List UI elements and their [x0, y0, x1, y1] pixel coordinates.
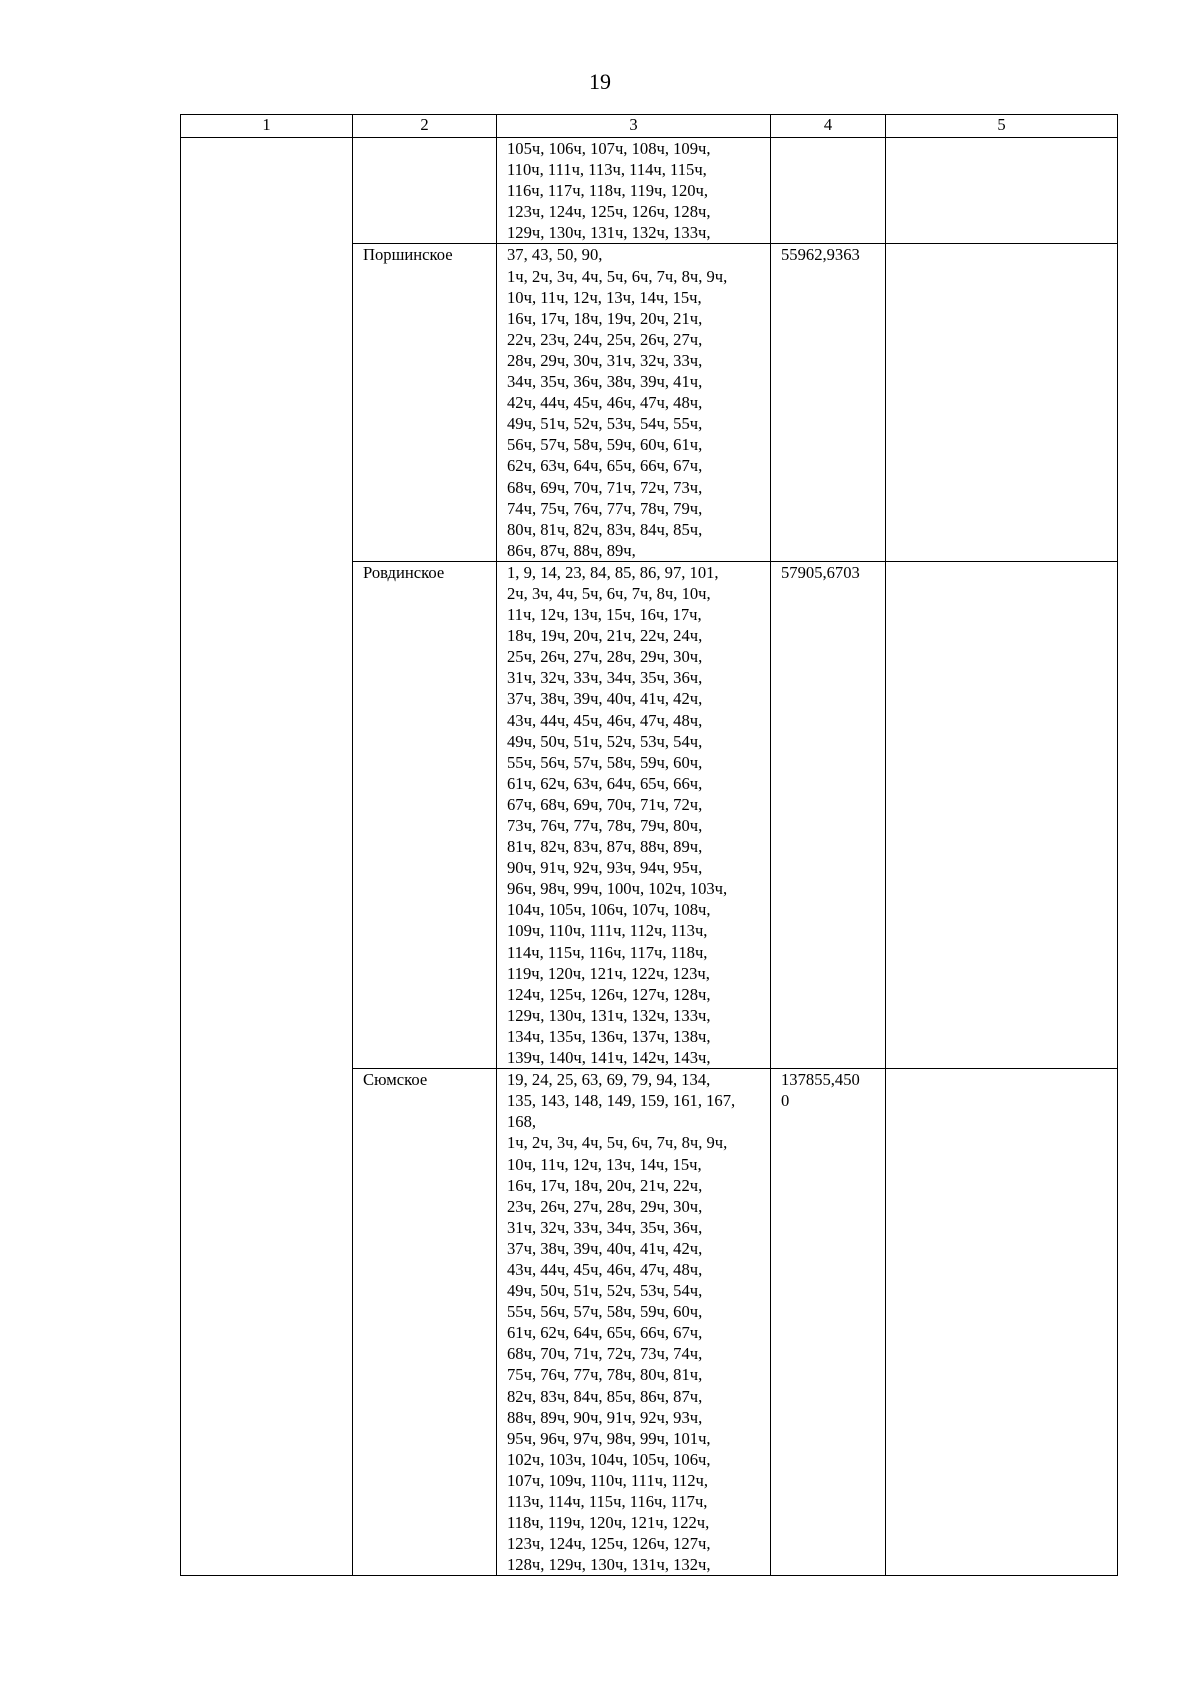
quarters-line: 102ч, 103ч, 104ч, 105ч, 106ч,: [507, 1449, 711, 1469]
quarters-line: 18ч, 19ч, 20ч, 21ч, 22ч, 24ч,: [507, 626, 703, 646]
quarters-line: 82ч, 83ч, 84ч, 85ч, 86ч, 87ч,: [507, 1386, 703, 1406]
quarters-line: 2ч, 3ч, 4ч, 5ч, 6ч, 7ч, 8ч, 10ч,: [507, 583, 711, 603]
quarters-line: 37, 43, 50, 90,: [507, 245, 603, 265]
area-cell: [771, 1069, 886, 1576]
quarters-line: 114ч, 115ч, 116ч, 117ч, 118ч,: [507, 942, 708, 962]
quarters-line: 31ч, 32ч, 33ч, 34ч, 35ч, 36ч,: [507, 1217, 703, 1237]
quarters-line: 37ч, 38ч, 39ч, 40ч, 41ч, 42ч,: [507, 1238, 703, 1258]
quarters-cell: [497, 561, 771, 1068]
quarters-line: 123ч, 124ч, 125ч, 126ч, 127ч,: [507, 1534, 711, 1554]
quarters-line: 129ч, 130ч, 131ч, 132ч, 133ч,: [507, 1005, 711, 1025]
quarters-line: 90ч, 91ч, 92ч, 93ч, 94ч, 95ч,: [507, 858, 703, 878]
header-cell: 4: [771, 115, 886, 138]
quarters-line: 49ч, 50ч, 51ч, 52ч, 53ч, 54ч,: [507, 731, 703, 751]
quarters-cell: [497, 1069, 771, 1576]
forestry-name-cell: Сюмское: [353, 1069, 497, 1576]
quarters-line: 10ч, 11ч, 12ч, 13ч, 14ч, 15ч,: [507, 287, 702, 307]
quarters-line: 31ч, 32ч, 33ч, 34ч, 35ч, 36ч,: [507, 668, 703, 688]
quarters-line: 1, 9, 14, 23, 84, 85, 86, 97, 101,: [507, 562, 719, 582]
quarters-line: 11ч, 12ч, 13ч, 15ч, 16ч, 17ч,: [507, 605, 702, 625]
quarters-line: 1ч, 2ч, 3ч, 4ч, 5ч, 6ч, 7ч, 8ч, 9ч,: [507, 1133, 728, 1153]
quarters-line: 10ч, 11ч, 12ч, 13ч, 14ч, 15ч,: [507, 1154, 702, 1174]
table-header-row: [181, 115, 1118, 138]
notes-cell: [886, 1069, 1118, 1576]
quarters-line: 116ч, 117ч, 118ч, 119ч, 120ч,: [507, 181, 709, 201]
quarters-line: 43ч, 44ч, 45ч, 46ч, 47ч, 48ч,: [507, 710, 703, 730]
area-cell: [771, 561, 886, 1068]
quarters-line: 123ч, 124ч, 125ч, 126ч, 128ч,: [507, 202, 711, 222]
quarters-line: 86ч, 87ч, 88ч, 89ч,: [507, 540, 636, 560]
quarters-line: 73ч, 76ч, 77ч, 78ч, 79ч, 80ч,: [507, 816, 703, 835]
quarters-line: 25ч, 26ч, 27ч, 28ч, 29ч, 30ч,: [507, 647, 703, 667]
quarters-line: 55ч, 56ч, 57ч, 58ч, 59ч, 60ч,: [507, 1302, 703, 1322]
notes-cell: [886, 138, 1118, 244]
forestry-name-cell: Поршинское: [353, 244, 497, 561]
quarters-line: 22ч, 23ч, 24ч, 25ч, 26ч, 27ч,: [507, 329, 703, 349]
quarters-line: 62ч, 63ч, 64ч, 65ч, 66ч, 67ч,: [507, 456, 703, 476]
quarters-line: 68ч, 69ч, 70ч, 71ч, 72ч, 73ч,: [507, 477, 703, 497]
notes-cell: [886, 561, 1118, 1068]
quarters-line: 75ч, 76ч, 77ч, 78ч, 80ч, 81ч,: [507, 1365, 703, 1385]
quarters-line: 135, 143, 148, 149, 159, 161, 167,: [507, 1091, 736, 1111]
page-number: 19: [589, 69, 611, 94]
table-row: [181, 138, 1118, 244]
header-cell: 5: [886, 115, 1118, 138]
quarters-line: 81ч, 82ч, 83ч, 87ч, 88ч, 89ч,: [507, 837, 703, 857]
quarters-line: 80ч, 81ч, 82ч, 83ч, 84ч, 85ч,: [507, 519, 703, 539]
quarters-line: 95ч, 96ч, 97ч, 98ч, 99ч, 101ч,: [507, 1428, 711, 1448]
quarters-line: 129ч, 130ч, 131ч, 132ч, 133ч,: [507, 223, 711, 243]
quarters-line: 113ч, 114ч, 115ч, 116ч, 117ч,: [507, 1492, 708, 1511]
quarters-line: 49ч, 51ч, 52ч, 53ч, 54ч, 55ч,: [507, 414, 703, 434]
area-cell: [771, 138, 886, 244]
quarters-line: 16ч, 17ч, 18ч, 20ч, 21ч, 22ч,: [507, 1175, 703, 1195]
quarters-line: 55ч, 56ч, 57ч, 58ч, 59ч, 60ч,: [507, 752, 703, 772]
header-cell: 2: [353, 115, 497, 138]
quarters-line: 107ч, 109ч, 110ч, 111ч, 112ч,: [507, 1470, 709, 1490]
quarters-line: 23ч, 26ч, 27ч, 28ч, 29ч, 30ч,: [507, 1196, 703, 1216]
quarters-line: 118ч, 119ч, 120ч, 121ч, 122ч,: [507, 1513, 710, 1533]
quarters-line: 124ч, 125ч, 126ч, 127ч, 128ч,: [507, 984, 711, 1004]
quarters-line: 28ч, 29ч, 30ч, 31ч, 32ч, 33ч,: [507, 350, 703, 370]
quarters-line: 68ч, 70ч, 71ч, 72ч, 73ч, 74ч,: [507, 1344, 703, 1364]
quarters-line: 110ч, 111ч, 113ч, 114ч, 115ч,: [507, 160, 707, 180]
area-cell: [771, 244, 886, 561]
quarters-line: 67ч, 68ч, 69ч, 70ч, 71ч, 72ч,: [507, 794, 703, 814]
quarters-line: 128ч, 129ч, 130ч, 131ч, 132ч,: [507, 1555, 711, 1575]
quarters-line: 134ч, 135ч, 136ч, 137ч, 138ч,: [507, 1026, 711, 1046]
forestry-name-cell: Ровдинское: [353, 561, 497, 1068]
quarters-line: 43ч, 44ч, 45ч, 46ч, 47ч, 48ч,: [507, 1259, 703, 1279]
quarters-line: 56ч, 57ч, 58ч, 59ч, 60ч, 61ч,: [507, 435, 703, 455]
quarters-line: 119ч, 120ч, 121ч, 122ч, 123ч,: [507, 963, 710, 983]
data-table: [180, 114, 1118, 1576]
quarters-line: 74ч, 75ч, 76ч, 77ч, 78ч, 79ч,: [507, 498, 703, 518]
quarters-line: 168,: [507, 1112, 537, 1132]
quarters-cell: [497, 244, 771, 561]
quarters-line: 104ч, 105ч, 106ч, 107ч, 108ч,: [507, 900, 711, 920]
header-cell: 1: [181, 115, 353, 138]
quarters-line: 61ч, 62ч, 63ч, 64ч, 65ч, 66ч,: [507, 773, 703, 793]
header-cell: 3: [497, 115, 771, 138]
quarters-line: 109ч, 110ч, 111ч, 112ч, 113ч,: [507, 921, 708, 941]
quarters-line: 96ч, 98ч, 99ч, 100ч, 102ч, 103ч,: [507, 879, 728, 899]
area-value: 0: [781, 1091, 790, 1111]
forestry-name-cell: [353, 138, 497, 244]
area-value: 55962,9363: [781, 245, 860, 265]
quarters-line: 1ч, 2ч, 3ч, 4ч, 5ч, 6ч, 7ч, 8ч, 9ч,: [507, 266, 728, 286]
quarters-line: 139ч, 140ч, 141ч, 142ч, 143ч,: [507, 1048, 711, 1068]
quarters-line: 34ч, 35ч, 36ч, 38ч, 39ч, 41ч,: [507, 372, 703, 392]
quarters-line: 19, 24, 25, 63, 69, 79, 94, 134,: [507, 1070, 711, 1090]
district-cell: [181, 138, 353, 1576]
quarters-line: 88ч, 89ч, 90ч, 91ч, 92ч, 93ч,: [507, 1407, 703, 1427]
area-value: 137855,450: [781, 1070, 860, 1090]
quarters-line: 42ч, 44ч, 45ч, 46ч, 47ч, 48ч,: [507, 393, 703, 413]
area-value: 57905,6703: [781, 562, 860, 582]
quarters-line: 105ч, 106ч, 107ч, 108ч, 109ч,: [507, 139, 711, 158]
quarters-line: 61ч, 62ч, 64ч, 65ч, 66ч, 67ч,: [507, 1323, 703, 1343]
quarters-line: 37ч, 38ч, 39ч, 40ч, 41ч, 42ч,: [507, 689, 703, 709]
quarters-line: 16ч, 17ч, 18ч, 19ч, 20ч, 21ч,: [507, 308, 703, 328]
quarters-line: 49ч, 50ч, 51ч, 52ч, 53ч, 54ч,: [507, 1281, 703, 1301]
notes-cell: [886, 244, 1118, 561]
quarters-cell: [497, 138, 771, 244]
